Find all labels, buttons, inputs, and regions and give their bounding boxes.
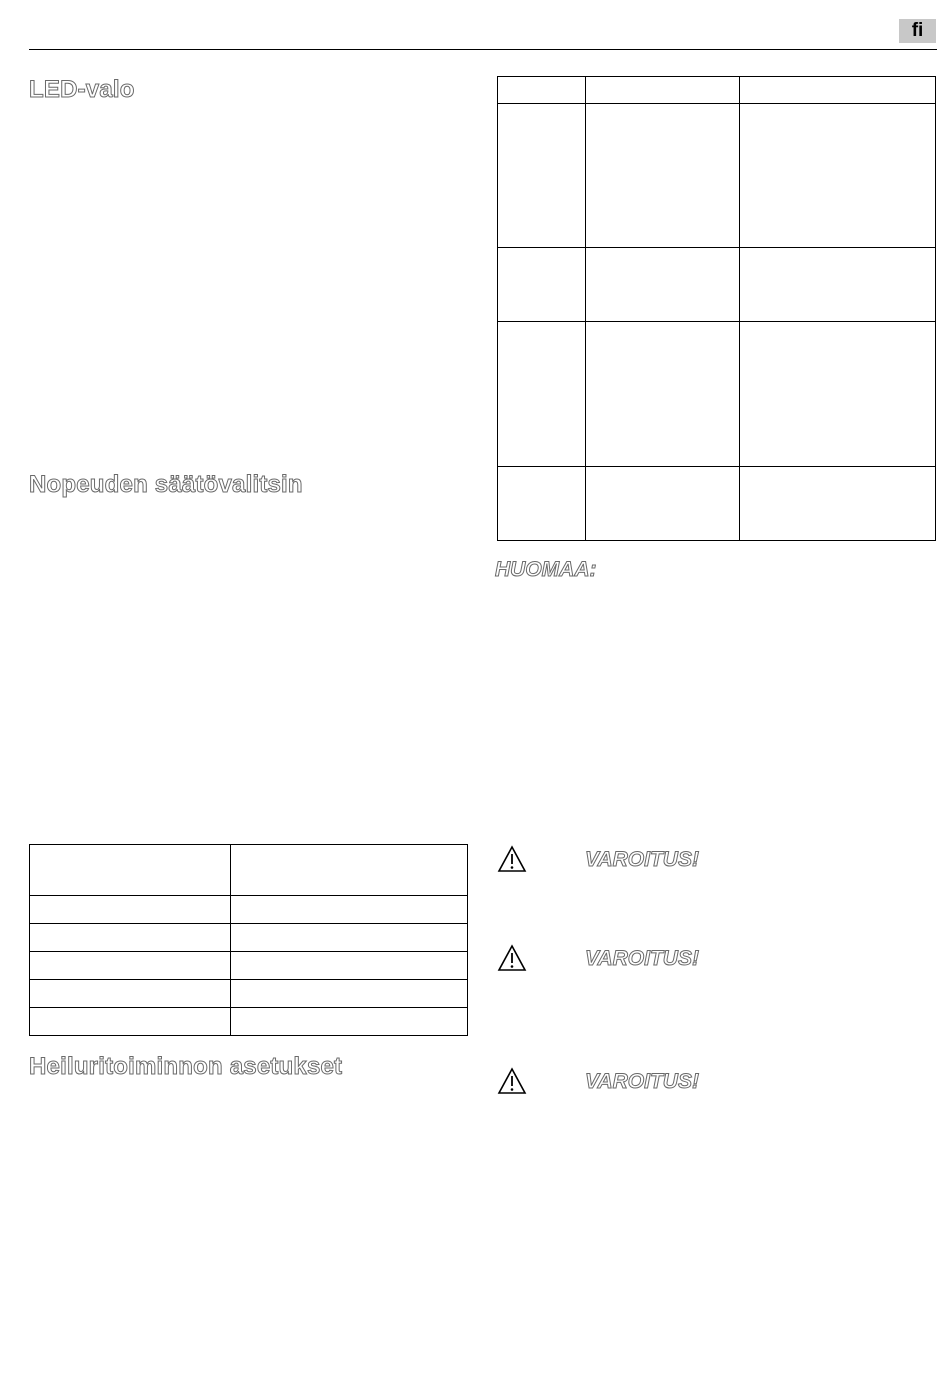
table-cell bbox=[231, 1008, 468, 1036]
table-cell bbox=[231, 952, 468, 980]
table-cell bbox=[231, 924, 468, 952]
table-cell bbox=[30, 952, 231, 980]
section-title-speed-dial: Nopeuden säätövalitsin bbox=[29, 471, 303, 498]
table-cell bbox=[586, 467, 740, 541]
table-cell bbox=[231, 896, 468, 924]
table-row bbox=[498, 322, 936, 467]
table-cell bbox=[586, 104, 740, 248]
table-header-row bbox=[30, 845, 468, 896]
table-cell bbox=[498, 104, 586, 248]
table-row bbox=[30, 896, 468, 924]
table-cell bbox=[498, 467, 586, 541]
table-cell bbox=[231, 980, 468, 1008]
table-cell bbox=[740, 248, 936, 322]
table-cell bbox=[586, 322, 740, 467]
warning-label: VAROITUS! bbox=[585, 848, 699, 871]
table-cell bbox=[30, 896, 231, 924]
table-cell bbox=[30, 845, 231, 896]
table-row bbox=[498, 467, 936, 541]
warning-triangle-icon bbox=[497, 944, 527, 972]
table-cell bbox=[740, 77, 936, 104]
table-cell bbox=[740, 104, 936, 248]
table-cell bbox=[498, 248, 586, 322]
table-cell bbox=[740, 467, 936, 541]
warning-triangle-icon bbox=[497, 845, 527, 873]
table-row bbox=[30, 924, 468, 952]
warning-label: VAROITUS! bbox=[585, 947, 699, 970]
table-cell bbox=[231, 845, 468, 896]
table-cell bbox=[30, 980, 231, 1008]
section-title-pendulum: Heiluritoiminnon asetukset bbox=[29, 1053, 343, 1080]
table-row bbox=[498, 248, 936, 322]
table-cell bbox=[498, 77, 586, 104]
table-row bbox=[30, 952, 468, 980]
note-label: HUOMAA: bbox=[495, 558, 597, 581]
warning-triangle-icon bbox=[497, 1067, 527, 1095]
table-row bbox=[30, 1008, 468, 1036]
table-cell bbox=[586, 77, 740, 104]
section-title-led-light: LED-valo bbox=[29, 76, 135, 103]
warning-label: VAROITUS! bbox=[585, 1070, 699, 1093]
pendulum-setting-table bbox=[497, 76, 936, 541]
table-cell bbox=[30, 924, 231, 952]
table-cell bbox=[740, 322, 936, 467]
table-cell bbox=[586, 248, 740, 322]
table-row bbox=[30, 980, 468, 1008]
table-cell bbox=[30, 1008, 231, 1036]
header-rule bbox=[29, 49, 937, 50]
table-cell bbox=[498, 322, 586, 467]
table-header-row bbox=[498, 77, 936, 104]
language-badge: fi bbox=[899, 19, 936, 43]
speed-setting-table bbox=[29, 844, 468, 1036]
table-row bbox=[498, 104, 936, 248]
